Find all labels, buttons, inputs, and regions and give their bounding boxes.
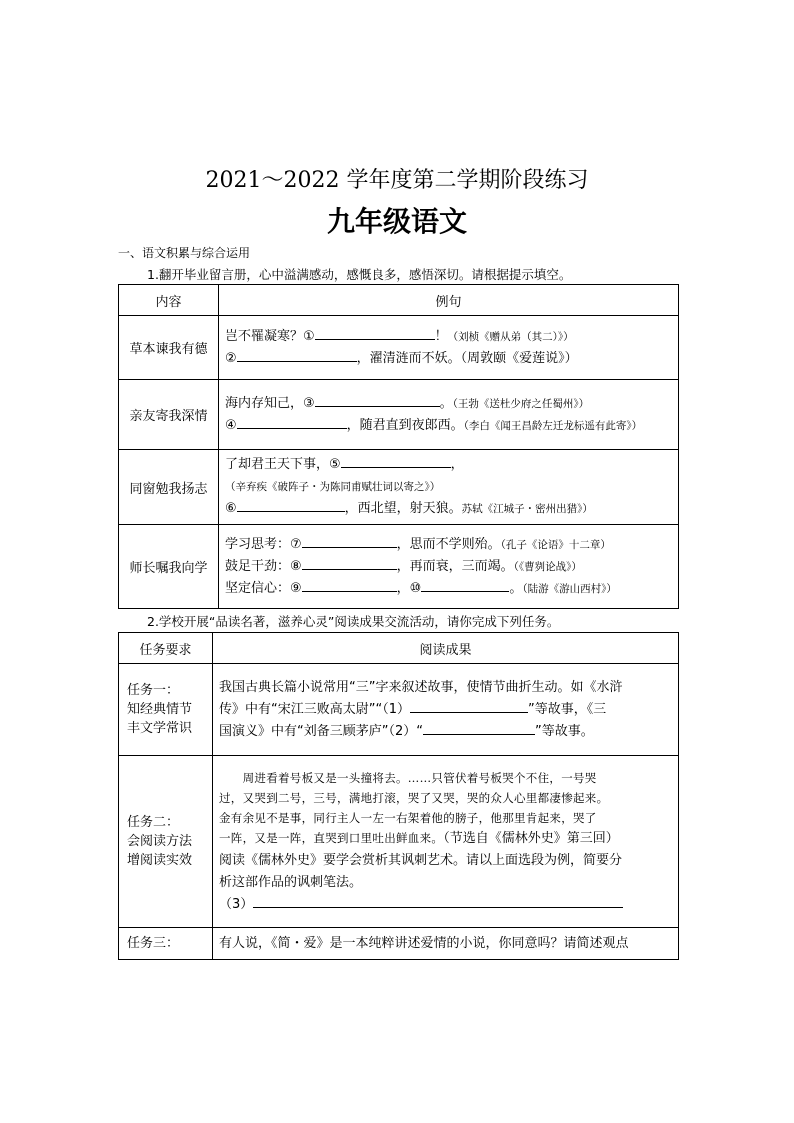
answer-blank-5[interactable] [341, 455, 451, 468]
answer-blank-3[interactable] [315, 394, 440, 407]
answer-blank-2[interactable] [237, 349, 357, 362]
table-row [119, 316, 679, 380]
task-1-label: 任务一： 知经典情节 丰文学常识 [119, 664, 213, 756]
subject-title: 九年级语文 [326, 205, 467, 238]
table-row [119, 664, 679, 756]
column-header-examples: 例句 [219, 285, 679, 316]
row-content: 了却君王天下事，⑤ ，（辛弃疾《破阵子・为陈同甫赋壮词以寄之》） ⑥ ，西北望，射天狼。苏轼《江城子・密州出猎》） [219, 450, 679, 525]
table-row [119, 525, 679, 609]
task-1-content: 我国古典长篇小说常用“三”字来叙述故事，使情节曲折生动。如《水浒 传》中有“宋江三败高太尉”“（1） ”等故事，《三 国演义》中有“刘备三顾茅庐”（2）“ ”等故事。 [213, 664, 679, 756]
task-3-label: 任务三： [119, 928, 213, 960]
row-content: 岂不罹凝寒？① ！（刘桢《赠从弟（其二）》） ② ，濯清涟而不妖。（周敦颐《爱莲说》） [219, 316, 679, 380]
table-row [119, 928, 679, 960]
row-content: 海内存知己，③ 。（王勃《送杜少府之任蜀州》） ④ ，随君直到夜郎西。（李白《闻王昌龄左迁龙标遥有此寄》） [219, 380, 679, 450]
column-header-task: 任务要求 [119, 633, 213, 664]
task-3-content: 有人说，《简・爱》是一本纯粹讲述爱情的小说，你同意吗？请简述观点 [213, 928, 679, 960]
poetry-fill-table [118, 284, 679, 609]
row-label: 草本谏我有德 [119, 316, 219, 380]
table-row [119, 756, 679, 928]
question-1-prompt: 1.翻开毕业留言册，心中溢满感动，感慨良多，感悟深切。请根据提示填空。 [147, 267, 572, 282]
answer-blank-4[interactable] [237, 416, 347, 429]
task-2-label: 任务二： 会阅读方法 增阅读实效 [119, 756, 213, 928]
answer-blank-10[interactable] [421, 579, 509, 592]
row-label: 亲友寄我深情 [119, 380, 219, 450]
row-label: 师长嘱我向学 [119, 525, 219, 609]
question-2-prompt: 2.学校开展“品读名著，滋养心灵”阅读成果交流活动，请你完成下列任务。 [147, 614, 560, 629]
answer-blank-6[interactable] [237, 499, 345, 512]
row-label: 同窗勉我扬志 [119, 450, 219, 525]
answer-blank-task1-1[interactable] [410, 700, 528, 713]
answer-blank-9[interactable] [302, 579, 397, 592]
reading-task-table [118, 632, 679, 960]
column-header-content: 内容 [119, 285, 219, 316]
answer-blank-task1-2[interactable] [423, 722, 535, 735]
answer-blank-7[interactable] [302, 535, 397, 548]
table-row [119, 380, 679, 450]
answer-blank-task2[interactable] [253, 895, 623, 908]
answer-blank-1[interactable] [315, 327, 435, 340]
exam-title: 2021～2022 学年度第二学期阶段练习 [205, 168, 589, 193]
answer-blank-8[interactable] [302, 557, 397, 570]
task-2-content: 周进看着号板又是一头撞将去。……只管伏着号板哭个不住，一号哭 过，又哭到二号，三号，满地打滚，哭了又哭，哭的众人心里都凄惨起来。 金有余见不是事，同行主人一左一右架着他的膀子，他那里肯起来，哭了 一阵，又是一阵，直哭到口里吐出鲜血来。（节选自《儒林外史》第三回） 阅读《儒林外史》要学会赏析其讽刺艺术。请以上面选段为例，简要分 析这部作品的讽刺笔法。 （3） [213, 756, 679, 928]
section-heading: 一、语文积累与综合运用 [118, 246, 251, 260]
table-row [119, 450, 679, 525]
column-header-result: 阅读成果 [213, 633, 679, 664]
row-content: 学习思考：⑦ ，思而不学则殆。（孔子《论语》十二章） 鼓足干劲：⑧ ，再而衰，三而竭。（《曹刿论战》） 坚定信心：⑨ ，⑩ 。（陆游《游山西村》） [219, 525, 679, 609]
